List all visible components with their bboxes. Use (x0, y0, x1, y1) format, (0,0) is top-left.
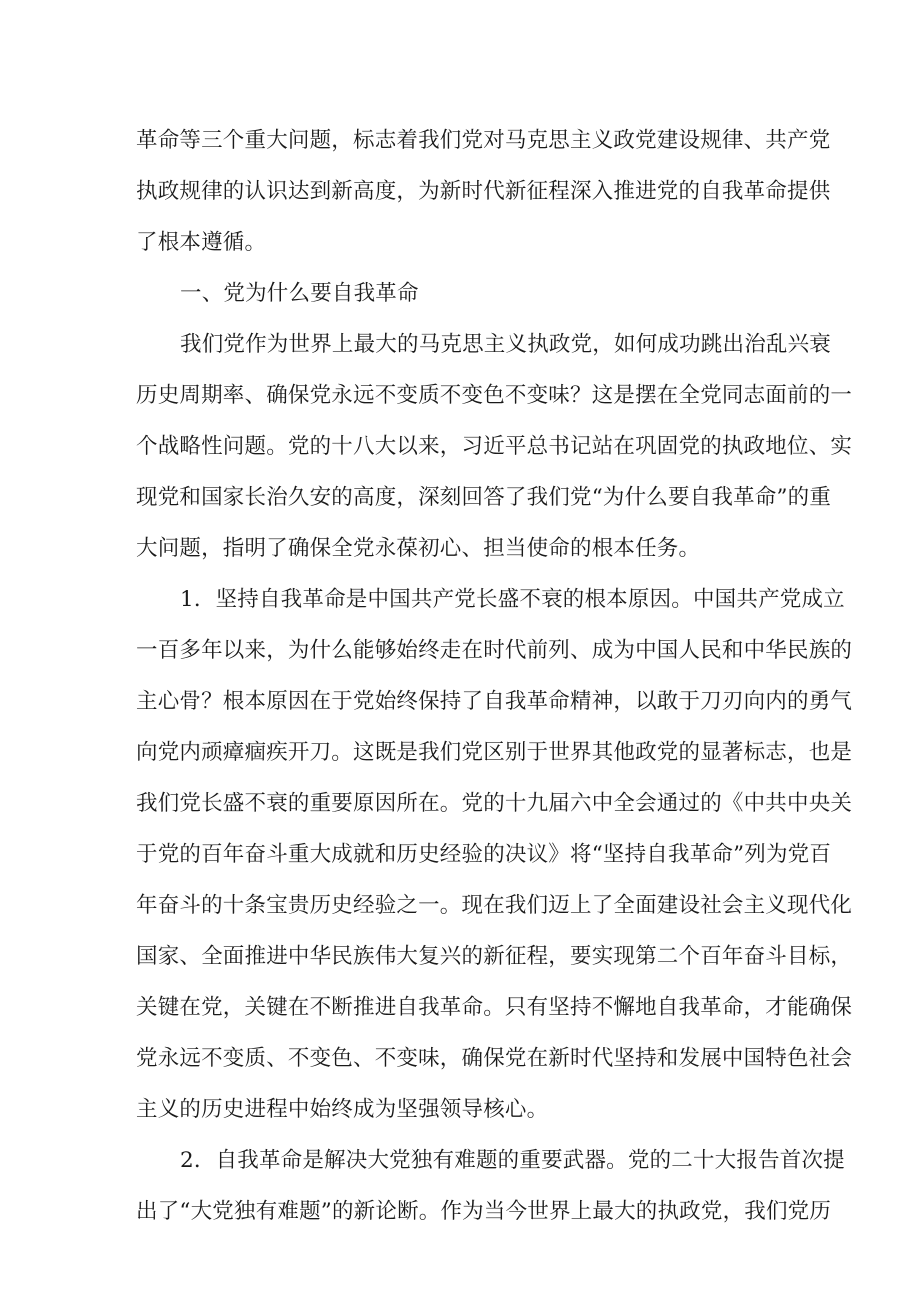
text-line: 了根本遵循。 (136, 230, 267, 255)
paragraph-2 (136, 574, 853, 1135)
text-line: 向党内顽瘴痼疾开刀。这既是我们党区别于世界其他政党的显著标志，也是 (136, 740, 853, 765)
document-body (136, 115, 853, 1237)
text-line: 主心骨？根本原因在于党始终保持了自我革命精神，以敢于刀刃向内的勇气 (136, 689, 853, 714)
text-line: 党永远不变质、不变色、不变味，确保党在新时代坚持和发展中国特色社会 (136, 1046, 853, 1071)
text-line: 执政规律的认识达到新高度，为新时代新征程深入推进党的自我革命提供 (136, 179, 831, 204)
text-line: 2．自我革命是解决大党独有难题的重要武器。党的二十大报告首次提 (180, 1148, 845, 1173)
text-line: 出了“大党独有难题”的新论断。作为当今世界上最大的执政党，我们党历 (136, 1199, 832, 1224)
text-line: 1．坚持自我革命是中国共产党长盛不衰的根本原因。中国共产党成立 (180, 587, 845, 612)
paragraph-3 (136, 1135, 845, 1237)
text-line: 现党和国家长治久安的高度，深刻回答了我们党“为什么要自我革命”的重 (136, 485, 832, 510)
text-line: 历史周期率、确保党永远不变质不变色不变味？这是摆在全党同志面前的一 (136, 383, 853, 408)
text-line: 大问题，指明了确保全党永葆初心、担当使命的根本任务。 (136, 536, 701, 561)
text-line: 主义的历史进程中始终成为坚强领导核心。 (136, 1097, 549, 1122)
text-line: 一百多年以来，为什么能够始终走在时代前列、成为中国人民和中华民族的 (136, 638, 853, 663)
text-line: 关键在党，关键在不断推进自我革命。只有坚持不懈地自我革命，才能确保 (136, 995, 853, 1020)
text-line: 我们党长盛不衰的重要原因所在。党的十九届六中全会通过的《中共中央关 (136, 791, 853, 816)
text-line: 我们党作为世界上最大的马克思主义执政党，如何成功跳出治乱兴衰 (180, 332, 832, 357)
text-line: 个战略性问题。党的十八大以来，习近平总书记站在巩固党的执政地位、实 (136, 434, 853, 459)
intro-paragraph (136, 115, 831, 268)
text-line: 年奋斗的十条宝贵历史经验之一。现在我们迈上了全面建设社会主义现代化 (136, 893, 853, 918)
paragraph-1 (136, 319, 853, 574)
text-line: 革命等三个重大问题，标志着我们党对马克思主义政党建设规律、共产党 (136, 128, 831, 153)
section-heading: 一、党为什么要自我革命 (180, 281, 419, 306)
text-line: 国家、全面推进中华民族伟大复兴的新征程，要实现第二个百年奋斗目标， (136, 944, 853, 969)
text-line: 于党的百年奋斗重大成就和历史经验的决议》将“坚持自我革命”列为党百 (136, 842, 832, 867)
